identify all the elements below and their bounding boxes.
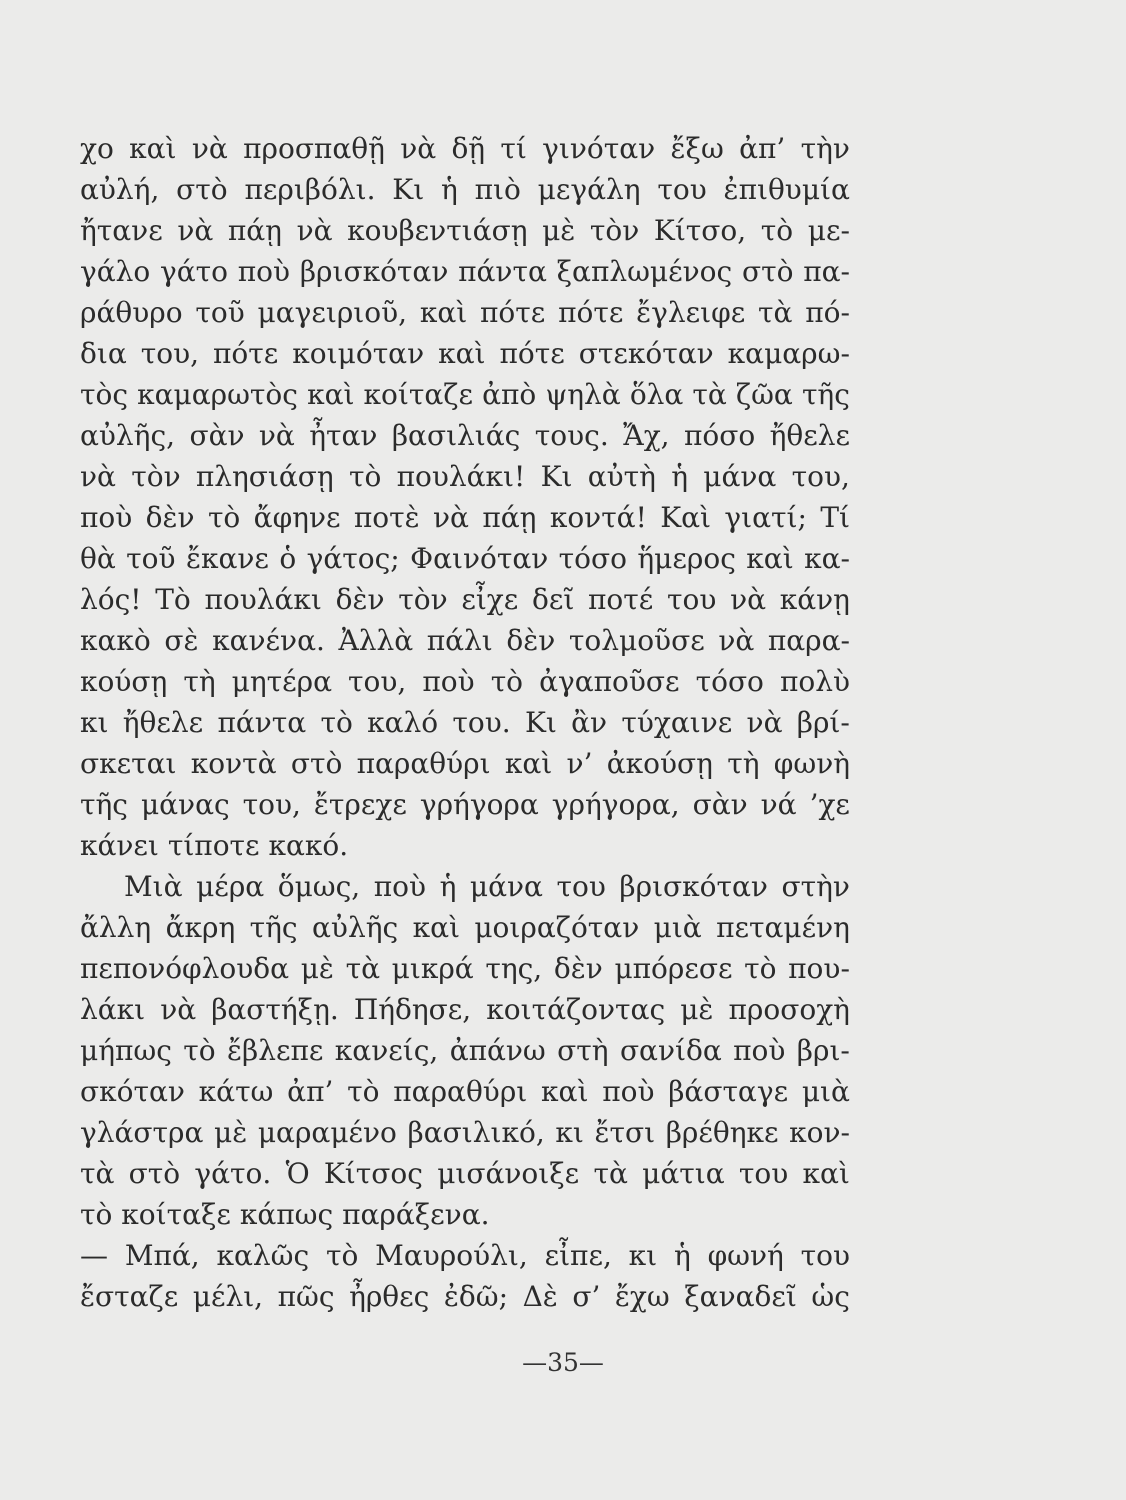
text-line: κι ἤθελε πάντα τὸ καλό του. Κι ἂν τύχαινε νὰ βρί- [80,706,850,739]
text-line: ἄλλη ἄκρη τῆς αὐλῆς καὶ μοιραζόταν μιὰ πεταμένη [80,911,850,944]
text-line: ἔσταζε μέλι, πῶς ἦρθες ἐδῶ; Δὲ σ’ ἔχω ξαναδεῖ ὡς [80,1280,850,1313]
text-line: νὰ τὸν πλησιάσῃ τὸ πουλάκι! Κι αὐτὴ ἡ μάνα του, [80,460,850,493]
text-line: Μιὰ μέρα ὅμως, ποὺ ἡ μάνα του βρισκόταν στὴν [124,870,850,903]
text-line: αὐλῆς, σὰν νὰ ἦταν βασιλιάς τους. Ἄχ, πόσο ἤθελε [80,419,850,452]
page-number: —35— [522,1348,604,1377]
text-line: τὸ κοίταξε κάπως παράξενα. [80,1198,490,1231]
text-line: κακὸ σὲ κανένα. Ἀλλὰ πάλι δὲν τολμοῦσε νὰ παρα- [80,624,850,657]
text-line: κάνει τίποτε κακό. [80,829,349,862]
text-line: τῆς μάνας του, ἔτρεχε γρήγορα γρήγορα, σὰν νά ’χε [80,788,850,821]
text-line: πεπονόφλουδα μὲ τὰ μικρά της, δὲν μπόρεσε τὸ που- [80,952,850,985]
text-line: μήπως τὸ ἔβλεπε κανείς, ἀπάνω στὴ σανίδα ποὺ βρι- [80,1034,850,1067]
text-line: γάλο γάτο ποὺ βρισκόταν πάντα ξαπλωμένος στὸ πα- [80,255,850,288]
page-body-text [80,128,850,1317]
text-line: σκεται κοντὰ στὸ παραθύρι καὶ ν’ ἀκούσῃ τὴ φωνὴ [80,747,850,780]
text-line: αὐλή, στὸ περιβόλι. Κι ἡ πιὸ μεγάλη του ἐπιθυμία [80,173,850,206]
text-line: κούσῃ τὴ μητέρα του, ποὺ τὸ ἀγαποῦσε τόσο πολὺ [80,665,850,698]
text-line: ἤτανε νὰ πάῃ νὰ κουβεντιάσῃ μὲ τὸν Κίτσο, τὸ με- [80,214,850,247]
text-line: τὰ στὸ γάτο. Ὁ Κίτσος μισάνοιξε τὰ μάτια του καὶ [80,1157,850,1190]
text-line: σκόταν κάτω ἀπ’ τὸ παραθύρι καὶ ποὺ βάσταγε μιὰ [80,1075,850,1108]
text-line: θὰ τοῦ ἔκανε ὁ γάτος; Φαινόταν τόσο ἥμερος καὶ κα- [80,542,850,575]
text-line: δια του, πότε κοιμόταν καὶ πότε στεκόταν καμαρω- [80,337,850,370]
text-line: τὸς καμαρωτὸς καὶ κοίταζε ἀπὸ ψηλὰ ὅλα τὰ ζῶα τῆς [80,378,850,411]
text-line: λός! Τὸ πουλάκι δὲν τὸν εἶχε δεῖ ποτέ του νὰ κάνῃ [80,583,850,616]
text-line: ράθυρο τοῦ μαγειριοῦ, καὶ πότε πότε ἔγλειφε τὰ πό- [80,296,850,329]
text-line: ποὺ δὲν τὸ ἄφηνε ποτὲ νὰ πάῃ κοντά! Καὶ γιατί; Τί [80,501,850,534]
text-line: — Μπά, καλῶς τὸ Μαυρούλι, εἶπε, κι ἡ φωνή του [80,1239,850,1272]
text-line: λάκι νὰ βαστήξῃ. Πήδησε, κοιτάζοντας μὲ προσοχὴ [80,993,850,1026]
text-line: γλάστρα μὲ μαραμένο βασιλικό, κι ἔτσι βρέθηκε κον- [80,1116,850,1149]
text-line: χο καὶ νὰ προσπαθῇ νὰ δῇ τί γινόταν ἔξω ἀπ’ τὴν [80,132,850,165]
